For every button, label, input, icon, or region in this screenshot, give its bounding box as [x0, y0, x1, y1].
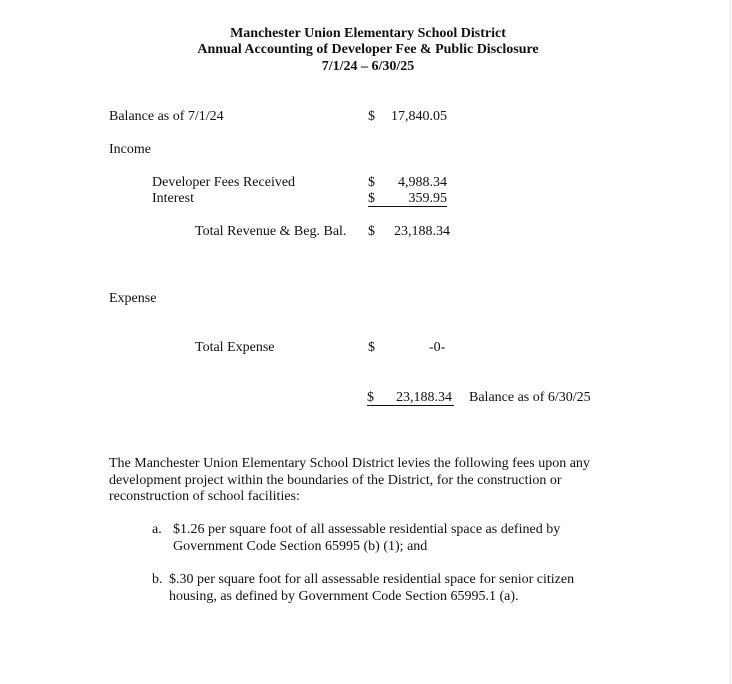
total-expense-amount: -0- [429, 340, 446, 355]
income-heading: Income [109, 142, 151, 157]
opening-balance-currency: $ [368, 109, 375, 124]
opening-balance-amount: 17,840.05 [391, 109, 447, 124]
total-revenue-label: Total Revenue & Beg. Bal. [195, 224, 347, 239]
income-item-label: Developer Fees Received [152, 175, 296, 190]
income-item-amount: 4,988.34 [398, 175, 447, 190]
total-revenue-amount: 23,188.34 [394, 224, 450, 239]
expense-heading: Expense [109, 291, 157, 306]
disclosure-intro: The Manchester Union Elementary School District levies the following fees upon any development project within the boundaries of the District, for the construction or reconstruction of school facilities: [109, 456, 590, 504]
total-revenue-currency: $ [368, 224, 375, 239]
district-title: Manchester Union Elementary School District [230, 26, 506, 41]
closing-balance-line [367, 390, 454, 406]
income-item-currency: $ [368, 191, 379, 207]
income-item-amount: 359.95 [379, 191, 447, 207]
closing-balance-currency: $ [367, 390, 374, 405]
fee-text: $.30 per square foot for all assessable residential space for senior citizen housing, as defined by Government Code Section 65995.1 (a). [169, 572, 575, 604]
income-item-label: Interest [152, 191, 194, 206]
total-expense-label: Total Expense [195, 340, 275, 355]
total-expense-currency: $ [368, 340, 375, 355]
closing-balance-label: Balance as of 6/30/25 [469, 390, 591, 405]
fee-marker: a. [152, 522, 162, 537]
report-period: 7/1/24 – 6/30/25 [321, 59, 415, 74]
income-item-currency: $ [368, 175, 375, 190]
report-title: Annual Accounting of Developer Fee & Public Disclosure [197, 42, 539, 57]
fee-text: $1.26 per square foot of all assessable residential space as defined by Government Code Section 65995 (b) (1); and [173, 522, 561, 554]
fee-marker: b. [152, 572, 163, 587]
opening-balance-label: Balance as of 7/1/24 [109, 109, 224, 124]
closing-balance-amount: 23,188.34 [396, 390, 452, 405]
